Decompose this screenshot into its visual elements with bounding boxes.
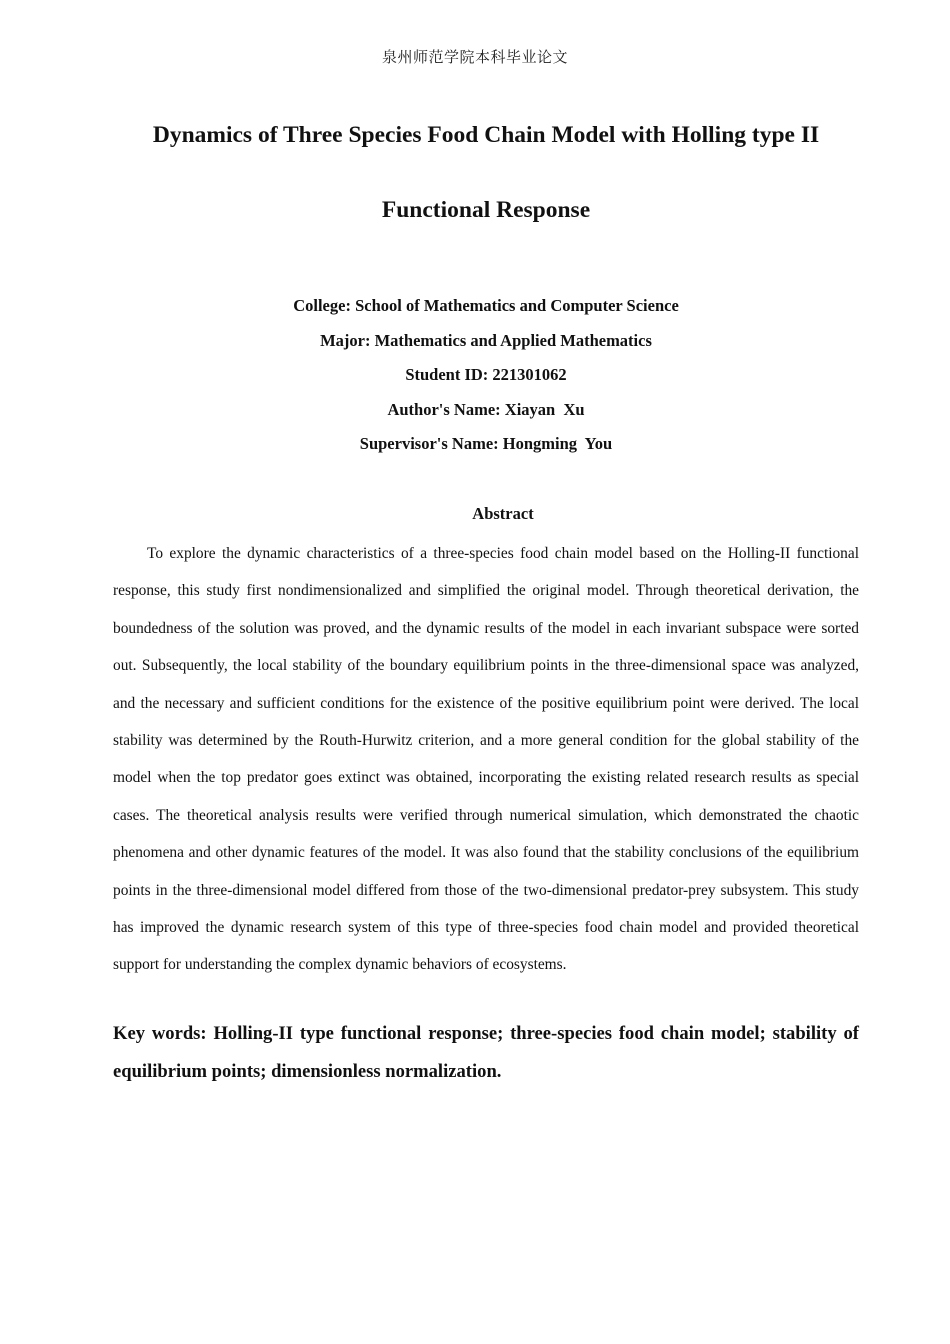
- running-header: 泉州师范学院本科毕业论文: [381, 48, 568, 66]
- abstract-heading: Abstract: [472, 504, 534, 523]
- abstract-body: To explore the dynamic characteristics of a three-species food chain model based on the Holling-II functional response, this study first nondimensionalized and simplified the original model. Through theoretical derivation, the boundedness of the solution was proved, and the dynamic results of the model in each invariant subspace were sorted out. Subsequently, the local stability of the boundary equilibrium points in the three-dimensional space was analyzed, and the necessary and sufficient conditions for the existence of the positive equilibrium point were derived. The local stability was determined by the Routh-Hurwitz criterion, and a more general condition for the global stability of the model when the top predator goes extinct was obtained, incorporating the existing related research results as special cases. The theoretical analysis results were verified through numerical simulation, which demonstrated the chaotic phenomena and other dynamic features of the model. It was also found that the stability conclusions of the equilibrium points in the three-dimensional model differed from those of the two-dimensional predator-prey subsystem. This study has improved the dynamic research system of this type of three-species food chain model and provided theoretical support for understanding the complex dynamic behaviors of ecosystems.: [113, 545, 859, 974]
- title-line-2: Functional Response: [381, 197, 591, 223]
- major-line: Major: Mathematics and Applied Mathematics: [320, 330, 652, 350]
- keywords-paragraph: Key words: Holling-II type functional response; three-species food chain model; stability of equilibrium points; dimensionless normalization.: [113, 1023, 859, 1082]
- college-line: College: School of Mathematics and Computer Science: [293, 296, 679, 315]
- paper-title: [110, 98, 862, 248]
- author-info-block: [110, 292, 862, 465]
- author-name-line: Author's Name: Xiayan Xu: [387, 399, 585, 419]
- student-id-line: Student ID: 221301062: [405, 365, 567, 384]
- title-line-1: Dynamics of Three Species Food Chain Model with Holling type II: [152, 122, 820, 148]
- supervisor-name-line: Supervisor's Name: Hongming You: [359, 434, 613, 453]
